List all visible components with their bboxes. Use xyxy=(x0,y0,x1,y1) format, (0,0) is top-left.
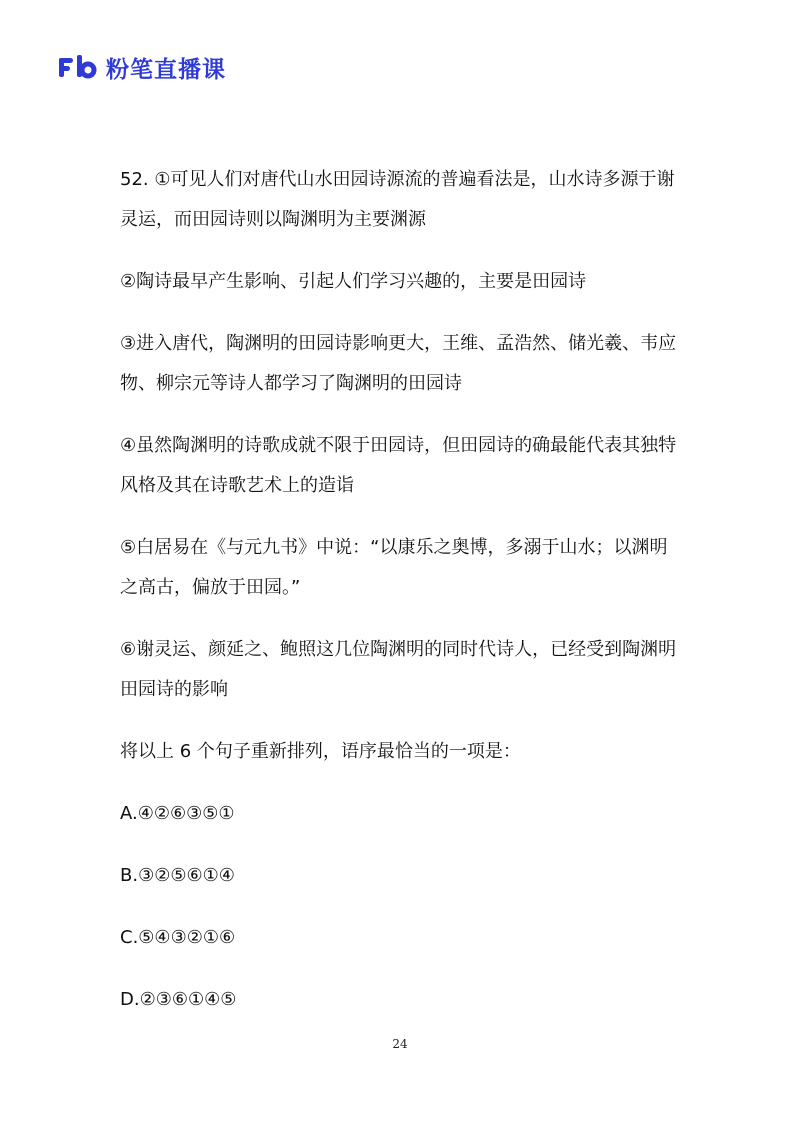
page-number: 24 xyxy=(392,1037,408,1051)
sentence-1: 52. ①可见人们对唐代山水田园诗源流的普遍看法是，山水诗多源于谢灵运，而田园诗则以陶渊明为主要渊源 xyxy=(120,169,675,230)
option-c: C.⑤④③②①⑥ xyxy=(120,927,236,948)
option-d: D.②③⑥①④⑤ xyxy=(120,989,237,1010)
option-b: B.③②⑤⑥①④ xyxy=(120,865,235,886)
header xyxy=(58,50,226,84)
question-prompt: 将以上 6 个句子重新排列，语序最恰当的一项是： xyxy=(120,741,521,762)
sentence-6: ⑥谢灵运、颜延之、鲍照这几位陶渊明的同时代诗人，已经受到陶渊明田园诗的影响 xyxy=(120,639,677,700)
fenbi-logo-icon xyxy=(58,55,98,79)
sentence-4: ④虽然陶渊明的诗歌成就不限于田园诗，但田园诗的确最能代表其独特风格及其在诗歌艺术上的造诣 xyxy=(120,435,677,496)
sentence-2: ②陶诗最早产生影响、引起人们学习兴趣的，主要是田园诗 xyxy=(120,271,587,292)
option-a: A.④②⑥③⑤① xyxy=(120,803,235,824)
sentence-3: ③进入唐代，陶渊明的田园诗影响更大，王维、孟浩然、储光羲、韦应物、柳宗元等诗人都学习了陶渊明的田园诗 xyxy=(120,333,677,394)
question-body xyxy=(120,160,680,1042)
brand-name: 粉笔直播课 xyxy=(106,56,226,83)
sentence-5: ⑤白居易在《与元九书》中说：“以康乐之奥博，多溺于山水；以渊明之高古，偏放于田园。” xyxy=(120,537,668,598)
